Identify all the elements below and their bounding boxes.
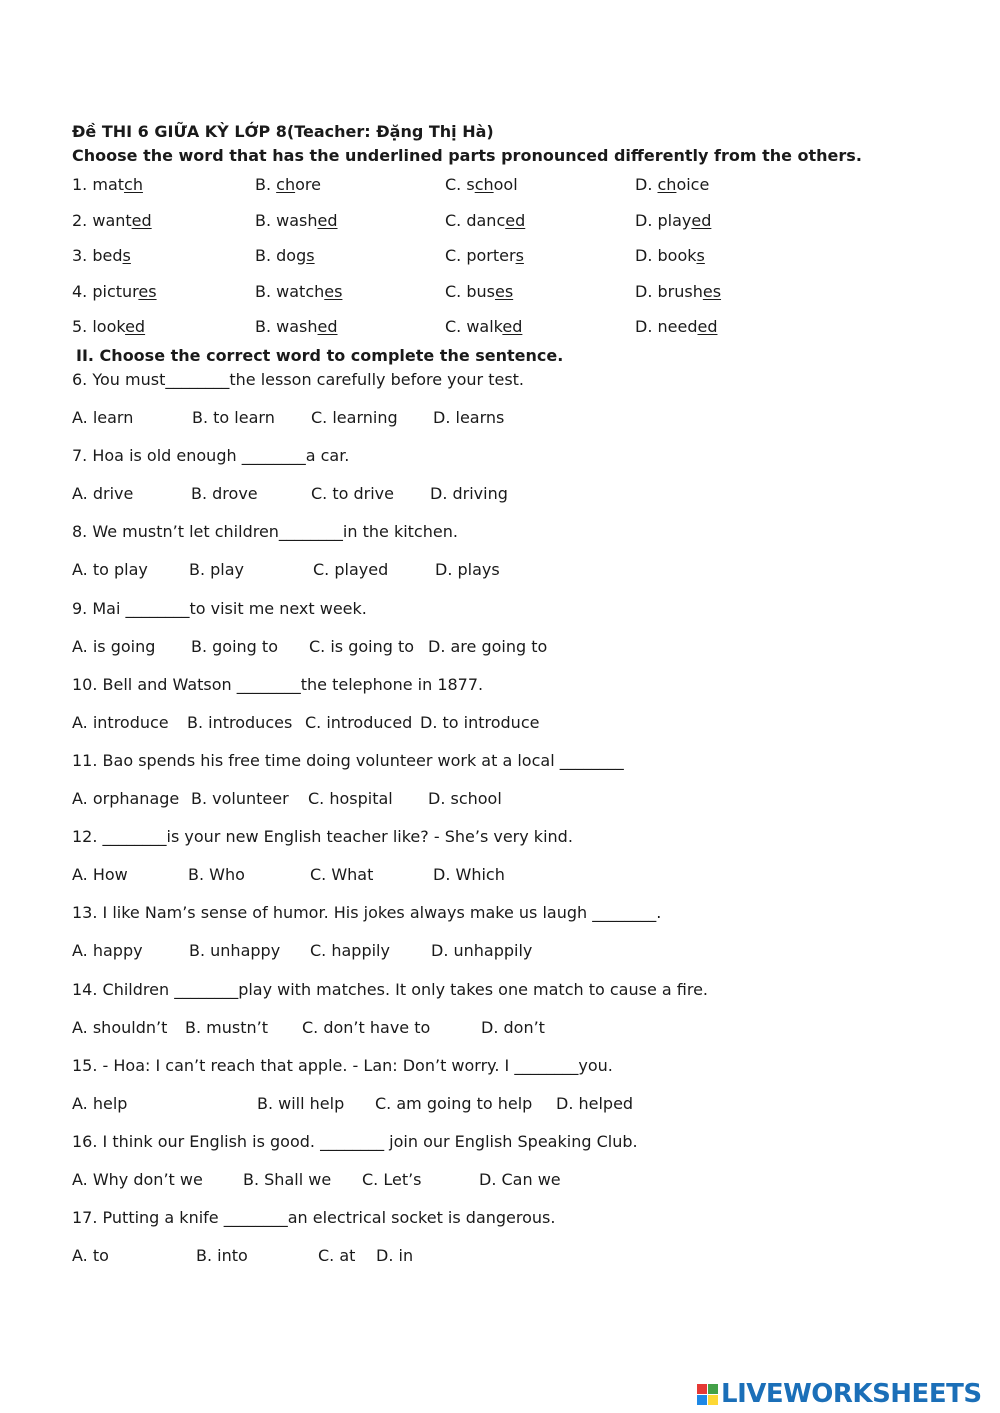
option-text: B. wash: [255, 317, 318, 336]
option-text: 4. pictur: [72, 281, 139, 301]
underlined-part: ed: [317, 317, 338, 336]
option-text: C. walk: [445, 317, 503, 336]
answer-option: C. Let’s: [362, 1170, 422, 1189]
underlined-part: es: [702, 281, 722, 301]
answer-option: B. drove: [191, 484, 258, 504]
answer-option: A. happy: [72, 941, 143, 961]
brand-name: LIVEWORKSHEETS: [721, 1379, 982, 1409]
option-text: C. bus: [445, 281, 495, 301]
answer-option: A. introduce: [72, 712, 169, 732]
underlined-part: s: [696, 246, 705, 265]
option-text: oice: [676, 175, 710, 194]
question-text: 10. Bell and Watson ________the telephone in 1877.: [72, 674, 484, 694]
answer-option: D. to introduce: [420, 712, 540, 732]
answer-option: B. volunteer: [191, 789, 289, 808]
option-text: C. danc: [445, 210, 506, 230]
option-text: C. porter: [445, 246, 516, 265]
option-text: 1. mat: [72, 175, 125, 194]
part1-option: [72, 175, 143, 194]
answer-option: B. Who: [188, 865, 245, 885]
answer-option: C. don’t have to: [302, 1017, 431, 1037]
underlined-part: ed: [691, 210, 712, 230]
underlined-part: s: [306, 246, 315, 265]
option-text: B. dog: [255, 246, 307, 265]
answer-option: D. Can we: [479, 1170, 561, 1189]
part1-option: [635, 317, 717, 336]
option-text: 5. look: [72, 317, 126, 336]
answer-option: B. introduces: [187, 712, 293, 732]
answer-option: C. hospital: [308, 789, 393, 808]
answer-option: A. to play: [72, 560, 148, 580]
answer-option: A. to: [72, 1246, 109, 1266]
answer-option: D. in: [376, 1246, 414, 1266]
answer-option: B. to learn: [192, 408, 275, 427]
answer-option: C. happily: [310, 941, 390, 961]
answer-option: D. Which: [433, 865, 505, 885]
question-text: 6. You must________the lesson carefully before your test.: [72, 370, 525, 389]
option-text: D. book: [635, 246, 697, 265]
part1-option: [445, 282, 513, 301]
option-text: D. brush: [635, 281, 703, 301]
underlined-part: ed: [131, 210, 152, 230]
question-text: 13. I like Nam’s sense of humor. His jokes always make us laugh ________.: [72, 903, 662, 923]
part1-option: [72, 282, 157, 301]
option-text: B.: [255, 175, 277, 194]
answer-option: B. unhappy: [189, 941, 281, 961]
answer-option: C. is going to: [309, 636, 415, 656]
option-text: B. watch: [255, 281, 325, 301]
underlined-part: ed: [125, 317, 146, 336]
option-text: D.: [635, 175, 658, 194]
answer-option: B. will help: [257, 1093, 345, 1113]
underlined-part: ch: [276, 175, 296, 194]
answer-option: A. help: [72, 1093, 128, 1113]
answer-option: C. played: [313, 560, 389, 580]
part1-option: [445, 175, 518, 194]
part1-option: [255, 317, 338, 336]
answer-option: D. learns: [433, 408, 505, 427]
answer-option: D. don’t: [481, 1017, 545, 1037]
answer-option: D. driving: [430, 484, 508, 504]
part1-option: [255, 282, 342, 301]
option-text: ool: [493, 175, 518, 194]
question-text: 14. Children ________play with matches. It only takes one match to cause a fire.: [72, 979, 709, 999]
answer-option: C. learning: [311, 408, 398, 427]
part1-option: [635, 282, 721, 301]
question-text: 16. I think our English is good. ________ join our English Speaking Club.: [72, 1132, 638, 1151]
part1-option: [255, 246, 315, 265]
underlined-part: ed: [317, 210, 338, 230]
answer-option: A. drive: [72, 484, 134, 504]
part1-option: [445, 211, 525, 230]
answer-option: B. play: [189, 560, 245, 580]
question-text: 7. Hoa is old enough ________a car.: [72, 446, 350, 466]
part2-heading: II. Choose the correct word to complete the sentence.: [76, 346, 564, 365]
part1-option: [72, 211, 152, 230]
answer-option: C. introduced: [305, 712, 413, 732]
answer-option: C. to drive: [311, 484, 394, 504]
answer-option: C. am going to help: [375, 1093, 533, 1113]
question-text: 11. Bao spends his free time doing volunteer work at a local ________: [72, 751, 624, 770]
question-text: 12. ________is your new English teacher like? - She’s very kind.: [72, 827, 573, 847]
worksheet-title: Đề THI 6 GIỮA KỲ LỚP 8(Teacher: Đặng Thị Hà): [72, 122, 494, 141]
answer-option: D. plays: [435, 560, 500, 580]
option-text: D. need: [635, 317, 698, 336]
answer-option: A. Why don’t we: [72, 1170, 203, 1189]
answer-option: A. is going: [72, 636, 156, 656]
question-text: 17. Putting a knife ________an electrical socket is dangerous.: [72, 1208, 556, 1228]
answer-option: D. school: [428, 789, 502, 808]
part1-option: [255, 211, 338, 230]
answer-option: B. going to: [191, 636, 278, 656]
underlined-part: es: [138, 281, 157, 301]
option-text: 2. want: [72, 210, 132, 230]
underlined-part: ch: [657, 175, 677, 194]
part1-option: [445, 317, 522, 336]
underlined-part: es: [324, 281, 343, 301]
option-text: D. play: [635, 210, 692, 230]
option-text: 3. bed: [72, 246, 123, 265]
underlined-part: s: [515, 246, 524, 265]
answer-option: C. at: [318, 1246, 356, 1266]
liveworksheets-logo-icon: [697, 1384, 718, 1405]
question-text: 8. We mustn’t let children________in the kitchen.: [72, 522, 458, 542]
question-text: 15. - Hoa: I can’t reach that apple. - Lan: Don’t worry. I ________you.: [72, 1055, 613, 1075]
answer-option: B. into: [196, 1246, 248, 1266]
underlined-part: ed: [697, 317, 718, 336]
part1-option: [635, 246, 705, 265]
liveworksheets-logo: [697, 1379, 982, 1409]
answer-option: D. are going to: [428, 636, 548, 656]
option-text: B. wash: [255, 210, 318, 230]
part1-option: [255, 175, 321, 194]
part1-option: [72, 246, 131, 265]
question-text: 9. Mai ________to visit me next week.: [72, 598, 367, 618]
answer-option: C. What: [310, 865, 374, 885]
underlined-part: ch: [124, 175, 143, 194]
answer-option: A. How: [72, 865, 128, 885]
underlined-part: ch: [474, 175, 494, 194]
underlined-part: ed: [505, 210, 526, 230]
option-text: ore: [295, 175, 321, 194]
answer-option: A. orphanage: [72, 789, 180, 808]
part1-option: [635, 175, 709, 194]
part1-instruction: Choose the word that has the underlined parts pronounced differently from the others.: [72, 146, 862, 165]
underlined-part: s: [122, 246, 131, 265]
answer-option: A. learn: [72, 408, 134, 427]
underlined-part: ed: [502, 317, 523, 336]
part1-option: [635, 211, 711, 230]
underlined-part: es: [494, 281, 514, 301]
part1-option: [445, 246, 524, 265]
answer-option: D. helped: [556, 1093, 634, 1113]
answer-option: A. shouldn’t: [72, 1017, 168, 1037]
answer-option: D. unhappily: [431, 941, 533, 961]
answer-option: B. mustn’t: [185, 1017, 268, 1037]
answer-option: B. Shall we: [243, 1170, 332, 1189]
option-text: C. s: [445, 175, 475, 194]
part1-option: [72, 317, 145, 336]
